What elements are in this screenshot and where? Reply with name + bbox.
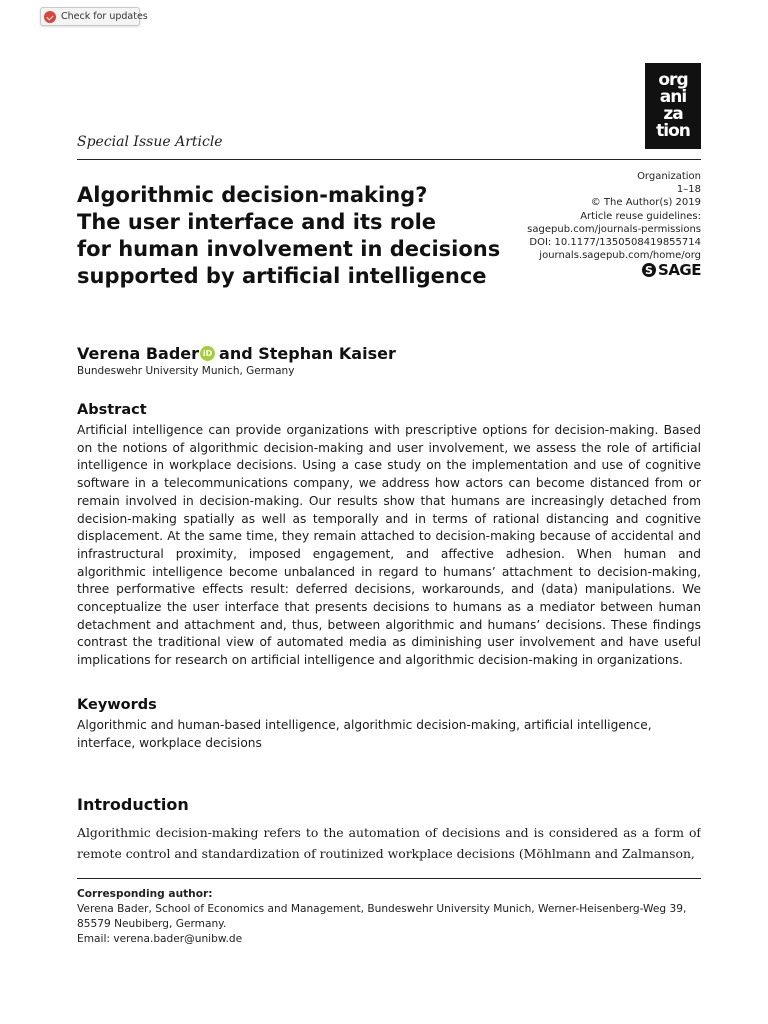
footnote-divider (77, 878, 701, 879)
footnote-address: 85579 Neubiberg, Germany. (77, 918, 227, 930)
introduction-text: Algorithmic decision-making refers to the automation of decisions and is considered as a form of remote control and standardization of routinized workplace decisions (Möhlmann and Zalmanson, (77, 825, 701, 861)
title-line: Algorithmic decision-making? (77, 183, 428, 207)
doi[interactable]: DOI: 10.1177/1350508419855714 (529, 237, 701, 249)
section-label: Special Issue Article (77, 134, 223, 150)
title-line: The user interface and its role (77, 210, 437, 234)
logo-line: tion (656, 121, 690, 141)
keywords-text: Algorithmic and human-based intelligence, algorithmic decision-making, artificial intelligence, interface, workplace decisions (77, 718, 652, 750)
logo-line: org (658, 70, 688, 90)
check-for-updates-label: Check for updates (61, 11, 148, 22)
author-first: Verena Bader (77, 344, 200, 363)
author-list (77, 344, 396, 363)
header-divider (77, 159, 701, 160)
logo-line: za (663, 104, 683, 124)
footnote-address: Verena Bader, School of Economics and Management, Bundeswehr University Munich, Werner-Heisenberg-Weg 39, (77, 903, 687, 915)
copyright: © The Author(s) 2019 (590, 197, 701, 209)
reuse-link[interactable]: sagepub.com/journals-permissions (527, 223, 701, 235)
article-metadata (527, 170, 701, 262)
publisher-name: SAGE (658, 261, 701, 279)
check-for-updates-button[interactable] (40, 7, 148, 26)
corresponding-author-footnote (77, 887, 701, 947)
page-range: 1–18 (676, 184, 701, 196)
journal-logo (645, 63, 701, 149)
footnote-label: Corresponding author: (77, 888, 213, 900)
footnote-email[interactable]: Email: verena.bader@unibw.de (77, 933, 243, 945)
sage-icon: S (642, 263, 656, 277)
title-line: for human involvement in decisions (77, 237, 501, 261)
logo-line: ani (659, 87, 687, 107)
reuse-label: Article reuse guidelines: (580, 210, 701, 222)
journal-name: Organization (637, 171, 701, 182)
check-icon (44, 11, 56, 23)
author-rest: and Stephan Kaiser (219, 344, 396, 363)
affiliation: Bundeswehr University Munich, Germany (77, 365, 295, 377)
article-title (77, 182, 517, 290)
abstract-text: Artificial intelligence can provide organizations with prescriptive options for decision-making. Based on the notions of algorithmic decision-making and user involvement, we assess the role of artificial intelligence in workplace decisions. Using a case study on the implementation and use of cognitive software in a telecommunications company, we address how actors can become distanced from or remain involved in decision-making. Our results show that humans are increasingly detached from decision-making spatially as well as temporally and in terms of rational distancing and cognitive displacement. At the same time, they remain attached to decision-making because of accidental and infrastructural proximity, imposed engagement, and affective adhesion. When human and algorithmic intelligence become unbalanced in regard to humans’ attachment to decision-making, three performative effects result: deferred decisions, workarounds, and (data) manipulations. We conceptualize the user interface that presents decisions to humans as a mediator between human detachment and attachment and, thus, between algorithmic and humans’ decisions. These findings contrast the traditional view of automated media as diminishing user involvement and have useful implications for research on artificial intelligence and algorithmic decision-making in organizations. (77, 423, 701, 668)
orcid-icon[interactable]: iD (200, 346, 215, 361)
publisher-logo (642, 261, 701, 279)
introduction-heading: Introduction (77, 795, 189, 814)
keywords-heading: Keywords (77, 697, 157, 713)
title-line: supported by artificial intelligence (77, 264, 487, 288)
journal-link[interactable]: journals.sagepub.com/home/org (539, 250, 701, 262)
abstract-heading: Abstract (77, 402, 147, 418)
